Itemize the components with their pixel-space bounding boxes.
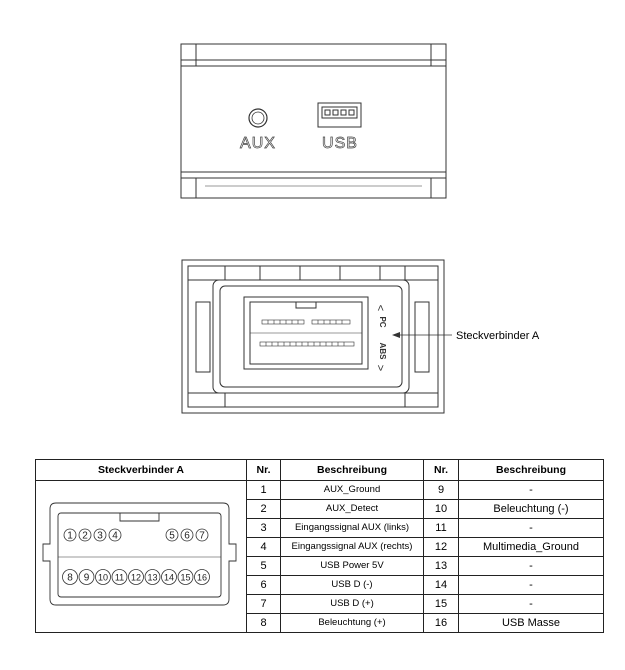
pin-circle-label: 16	[196, 572, 208, 582]
connector-face-cell	[36, 481, 247, 633]
pinout-table	[35, 459, 604, 633]
marker-pc: PC	[378, 316, 387, 328]
pin-desc: AUX_Ground	[281, 481, 424, 500]
connector-face-diagram	[36, 485, 243, 629]
pin-nr: 10	[424, 500, 459, 519]
pin-circle-label: 13	[147, 572, 158, 582]
pin-desc: -	[459, 576, 604, 595]
panel-outer	[181, 44, 446, 198]
pin-nr: 8	[247, 614, 281, 633]
col-desc-right: Beschreibung	[459, 460, 604, 481]
pin-circle-label: 2	[82, 530, 88, 541]
pin-desc: USB D (-)	[281, 576, 424, 595]
pin-circle-label: 5	[169, 530, 175, 541]
pin-desc: USB Masse	[459, 614, 604, 633]
pin-desc: AUX_Detect	[281, 500, 424, 519]
pin-desc: Eingangssignal AUX (rechts)	[281, 538, 424, 557]
pin-desc: -	[459, 519, 604, 538]
pin-circle-label: 12	[130, 572, 142, 582]
pin-nr: 13	[424, 557, 459, 576]
pin-circle-label: 11	[114, 572, 125, 582]
col-nr-left: Nr.	[247, 460, 281, 481]
pin-desc: USB Power 5V	[281, 557, 424, 576]
pin-nr: 2	[247, 500, 281, 519]
pin-nr: 7	[247, 595, 281, 614]
pin-desc: -	[459, 481, 604, 500]
pin-circle-label: 8	[67, 572, 73, 583]
pin-desc: -	[459, 557, 604, 576]
marker-chevron-top: <	[374, 304, 386, 312]
pin-circle-label: 10	[97, 572, 109, 582]
pin-desc: Multimedia_Ground	[459, 538, 604, 557]
usb-label: USB	[322, 135, 358, 152]
connector-header: Steckverbinder A	[36, 460, 247, 481]
pin-desc: Beleuchtung (-)	[459, 500, 604, 519]
col-nr-right: Nr.	[424, 460, 459, 481]
pin-nr: 16	[424, 614, 459, 633]
pin-nr: 3	[247, 519, 281, 538]
pin-nr: 5	[247, 557, 281, 576]
pin-desc: Beleuchtung (+)	[281, 614, 424, 633]
pin-circle-label: 14	[163, 572, 175, 582]
marker-abs: ABS	[378, 342, 387, 360]
pin-circle-label: 4	[112, 530, 118, 541]
pin-nr: 6	[247, 576, 281, 595]
pin-circle-label: 1	[67, 530, 73, 541]
pin-circles-bottom	[63, 569, 210, 584]
connector-callout-label: Steckverbinder A	[456, 330, 540, 342]
marker-chevron-bottom: >	[374, 364, 386, 372]
pin-circle-label: 15	[180, 572, 191, 582]
pin-nr: 12	[424, 538, 459, 557]
pin-nr: 11	[424, 519, 459, 538]
pin-nr: 14	[424, 576, 459, 595]
pin-circle-label: 3	[97, 530, 103, 541]
pin-circle-label: 6	[184, 530, 190, 541]
pin-desc: Eingangssignal AUX (links)	[281, 519, 424, 538]
pin-nr: 9	[424, 481, 459, 500]
pin-nr: 15	[424, 595, 459, 614]
pin-desc: USB D (+)	[281, 595, 424, 614]
pin-circle-label: 9	[83, 572, 90, 583]
col-desc-left: Beschreibung	[281, 460, 424, 481]
aux-label: AUX	[240, 135, 276, 152]
pin-nr: 1	[247, 481, 281, 500]
pin-desc: -	[459, 595, 604, 614]
pin-circle-label: 7	[199, 530, 205, 541]
table-row	[36, 481, 604, 500]
table-header-row	[36, 460, 604, 481]
pin-circles-top	[64, 529, 208, 542]
front-panel-drawing	[0, 0, 625, 225]
pin-nr: 4	[247, 538, 281, 557]
